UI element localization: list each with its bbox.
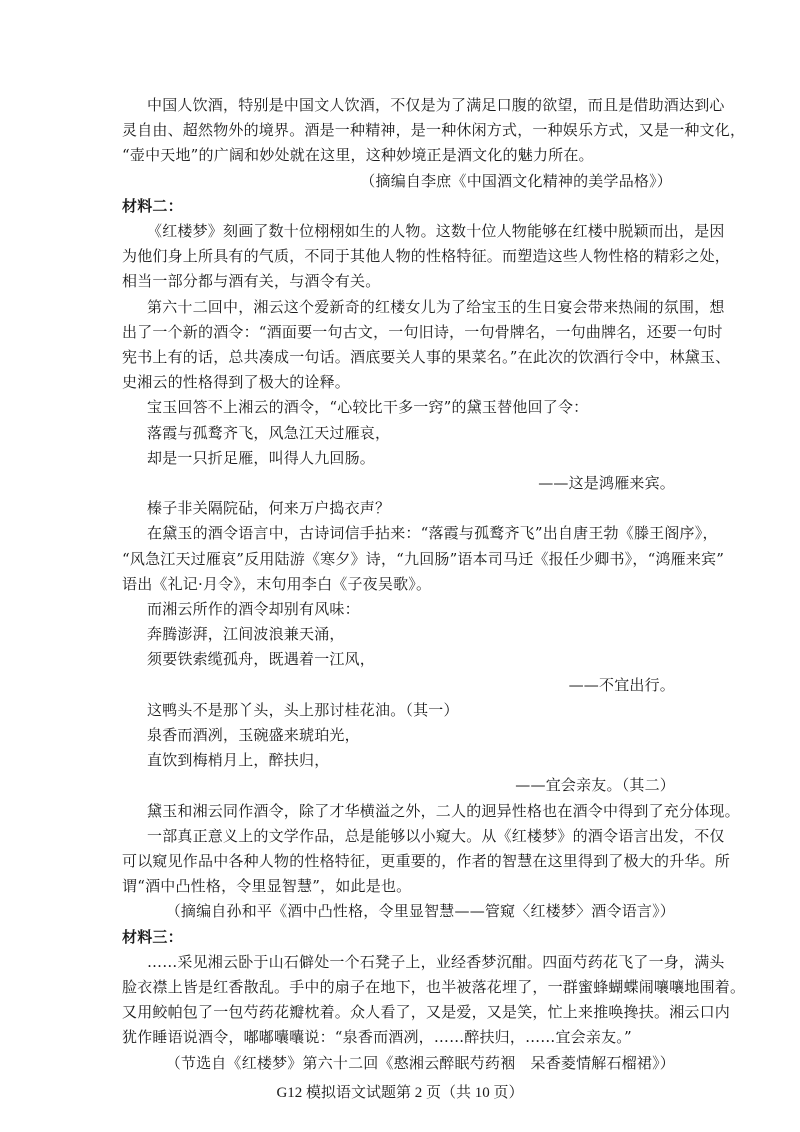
text-line: 犹作睡语说酒令，嘟嘟囔囔说：“泉香而酒冽，……醉扶归，……宜会亲友。”	[122, 1028, 632, 1047]
verse-line: 直饮到梅梢月上，醉扶归，	[147, 751, 330, 770]
text-line: 而湘云所作的酒令却别有风味：	[147, 600, 360, 618]
text-line: 可以窥见作品中各种人物的性格特征，更重要的，作者的智慧在这里得到了极大的升华。所	[122, 852, 731, 870]
text-line: ……采见湘云卧于山石僻处一个石凳子上，业经香梦沉酣。四面芍药花飞了一身，满头	[147, 952, 725, 971]
text-line: “风急江天过雁哀”反用陆游《寒夕》诗，“九回肠”语本司马迁《报任少卿书》，“鸿雁来宾”	[122, 549, 725, 568]
section-heading: 材料二：	[122, 196, 183, 215]
text-line: 黛玉和湘云同作酒令，除了才华横溢之外，二人的迥异性格也在酒令中得到了充分体现。	[147, 801, 740, 820]
source-citation: （摘编自孙和平《酒中凸性格，令里显智慧——管窥〈红楼梦〉酒令语言》）	[165, 902, 675, 921]
source-citation: （节选自《红楼梦》第六十二回《憨湘云醉眠芍药裀 呆香菱情解石榴裙》）	[165, 1053, 675, 1072]
text-line: 语出《礼记·月令》，末句用李白《子夜吴歌》。	[122, 574, 432, 593]
verse-line: 须要铁索缆孤舟，既遇着一江风，	[147, 650, 376, 669]
source-citation: （摘编自李庶《中国酒文化精神的美学品格》）	[360, 171, 672, 190]
text-line: 相当一部分都与酒有关，与酒令有关。	[122, 272, 381, 291]
text-line: 脸衣襟上皆是红香散乱。手中的扇子在地下，也半被落花埋了，一群蜜蜂蝴蝶闹嚷嚷地围着。	[122, 978, 746, 996]
verse-line: 榛子非关隔院砧，何来万户捣衣声？	[147, 499, 391, 518]
verse-line: 奔腾澎湃，江间波浪兼天涌，	[147, 625, 345, 644]
text-line: 谓“酒中凸性格，令里显智慧”，如此是也。	[122, 877, 412, 896]
text-line: 宪书上有的话，总共凑成一句话。酒底要关人事的果菜名。”在此次的饮酒行令中，林黛玉、	[122, 348, 731, 366]
verse-line: ——不宜出行。	[568, 675, 675, 694]
page-footer: G12 模拟语文试题第 2 页（共 10 页）	[276, 1085, 524, 1101]
verse-line: ——宜会亲友。（其二）	[515, 776, 675, 795]
text-line: 史湘云的性格得到了极大的诠释。	[122, 373, 351, 392]
text-line: 第六十二回中，湘云这个爱新奇的红楼女儿为了给宝玉的生日宴会带来热闹的氛围，想	[147, 297, 725, 316]
text-line: 《红楼梦》刻画了数十位栩栩如生的人物。这数十位人物能够在红楼中脱颖而出，是因	[147, 222, 725, 240]
text-line: 灵自由、超然物外的境界。酒是一种精神，是一种休闲方式，一种娱乐方式，又是一种文化，	[122, 121, 746, 140]
text-line: 宝玉回答不上湘云的酒令，“心较比干多一窍”的黛玉替他回了令：	[147, 398, 589, 417]
verse-line: 这鸭头不是那丫头，头上那讨桂花油。（其一）	[147, 700, 459, 719]
verse-line: 泉香而酒冽，玉碗盛来琥珀光，	[147, 726, 360, 744]
text-line: 在黛玉的酒令语言中，古诗词信手拈来：“落霞与孤鹜齐飞”出自唐王勃《滕王阁序》，	[147, 524, 718, 543]
text-line: “壶中天地”的广阔和妙处就在这里，这种妙境正是酒文化的魅力所在。	[122, 146, 594, 165]
verse-line: ——这是鸿雁来宾。	[538, 474, 675, 492]
text-line: 又用鲛帕包了一包芍药花瓣枕着。众人看了，又是爱，又是笑，忙上来推唤搀扶。湘云口内	[122, 1003, 731, 1022]
section-heading: 材料三：	[122, 927, 183, 946]
text-line: 出了一个新的酒令：“酒面要一句古文，一句旧诗，一句骨牌名，一句曲牌名，还要一句时	[122, 322, 723, 341]
text-line: 中国人饮酒，特别是中国文人饮酒，不仅是为了满足口腹的欲望，而且是借助酒达到心	[147, 96, 725, 114]
verse-line: 却是一只折足雁，叫得人九回肠。	[147, 448, 376, 467]
verse-line: 落霞与孤鹜齐飞，风急江天过雁哀，	[147, 423, 391, 442]
text-line: 为他们身上所具有的气质，不同于其他人物的性格特征。而塑造这些人物性格的精彩之处，	[122, 247, 731, 266]
text-line: 一部真正意义上的文学作品，总是能够以小窥大。从《红楼梦》的酒令语言出发，不仅	[147, 826, 725, 845]
